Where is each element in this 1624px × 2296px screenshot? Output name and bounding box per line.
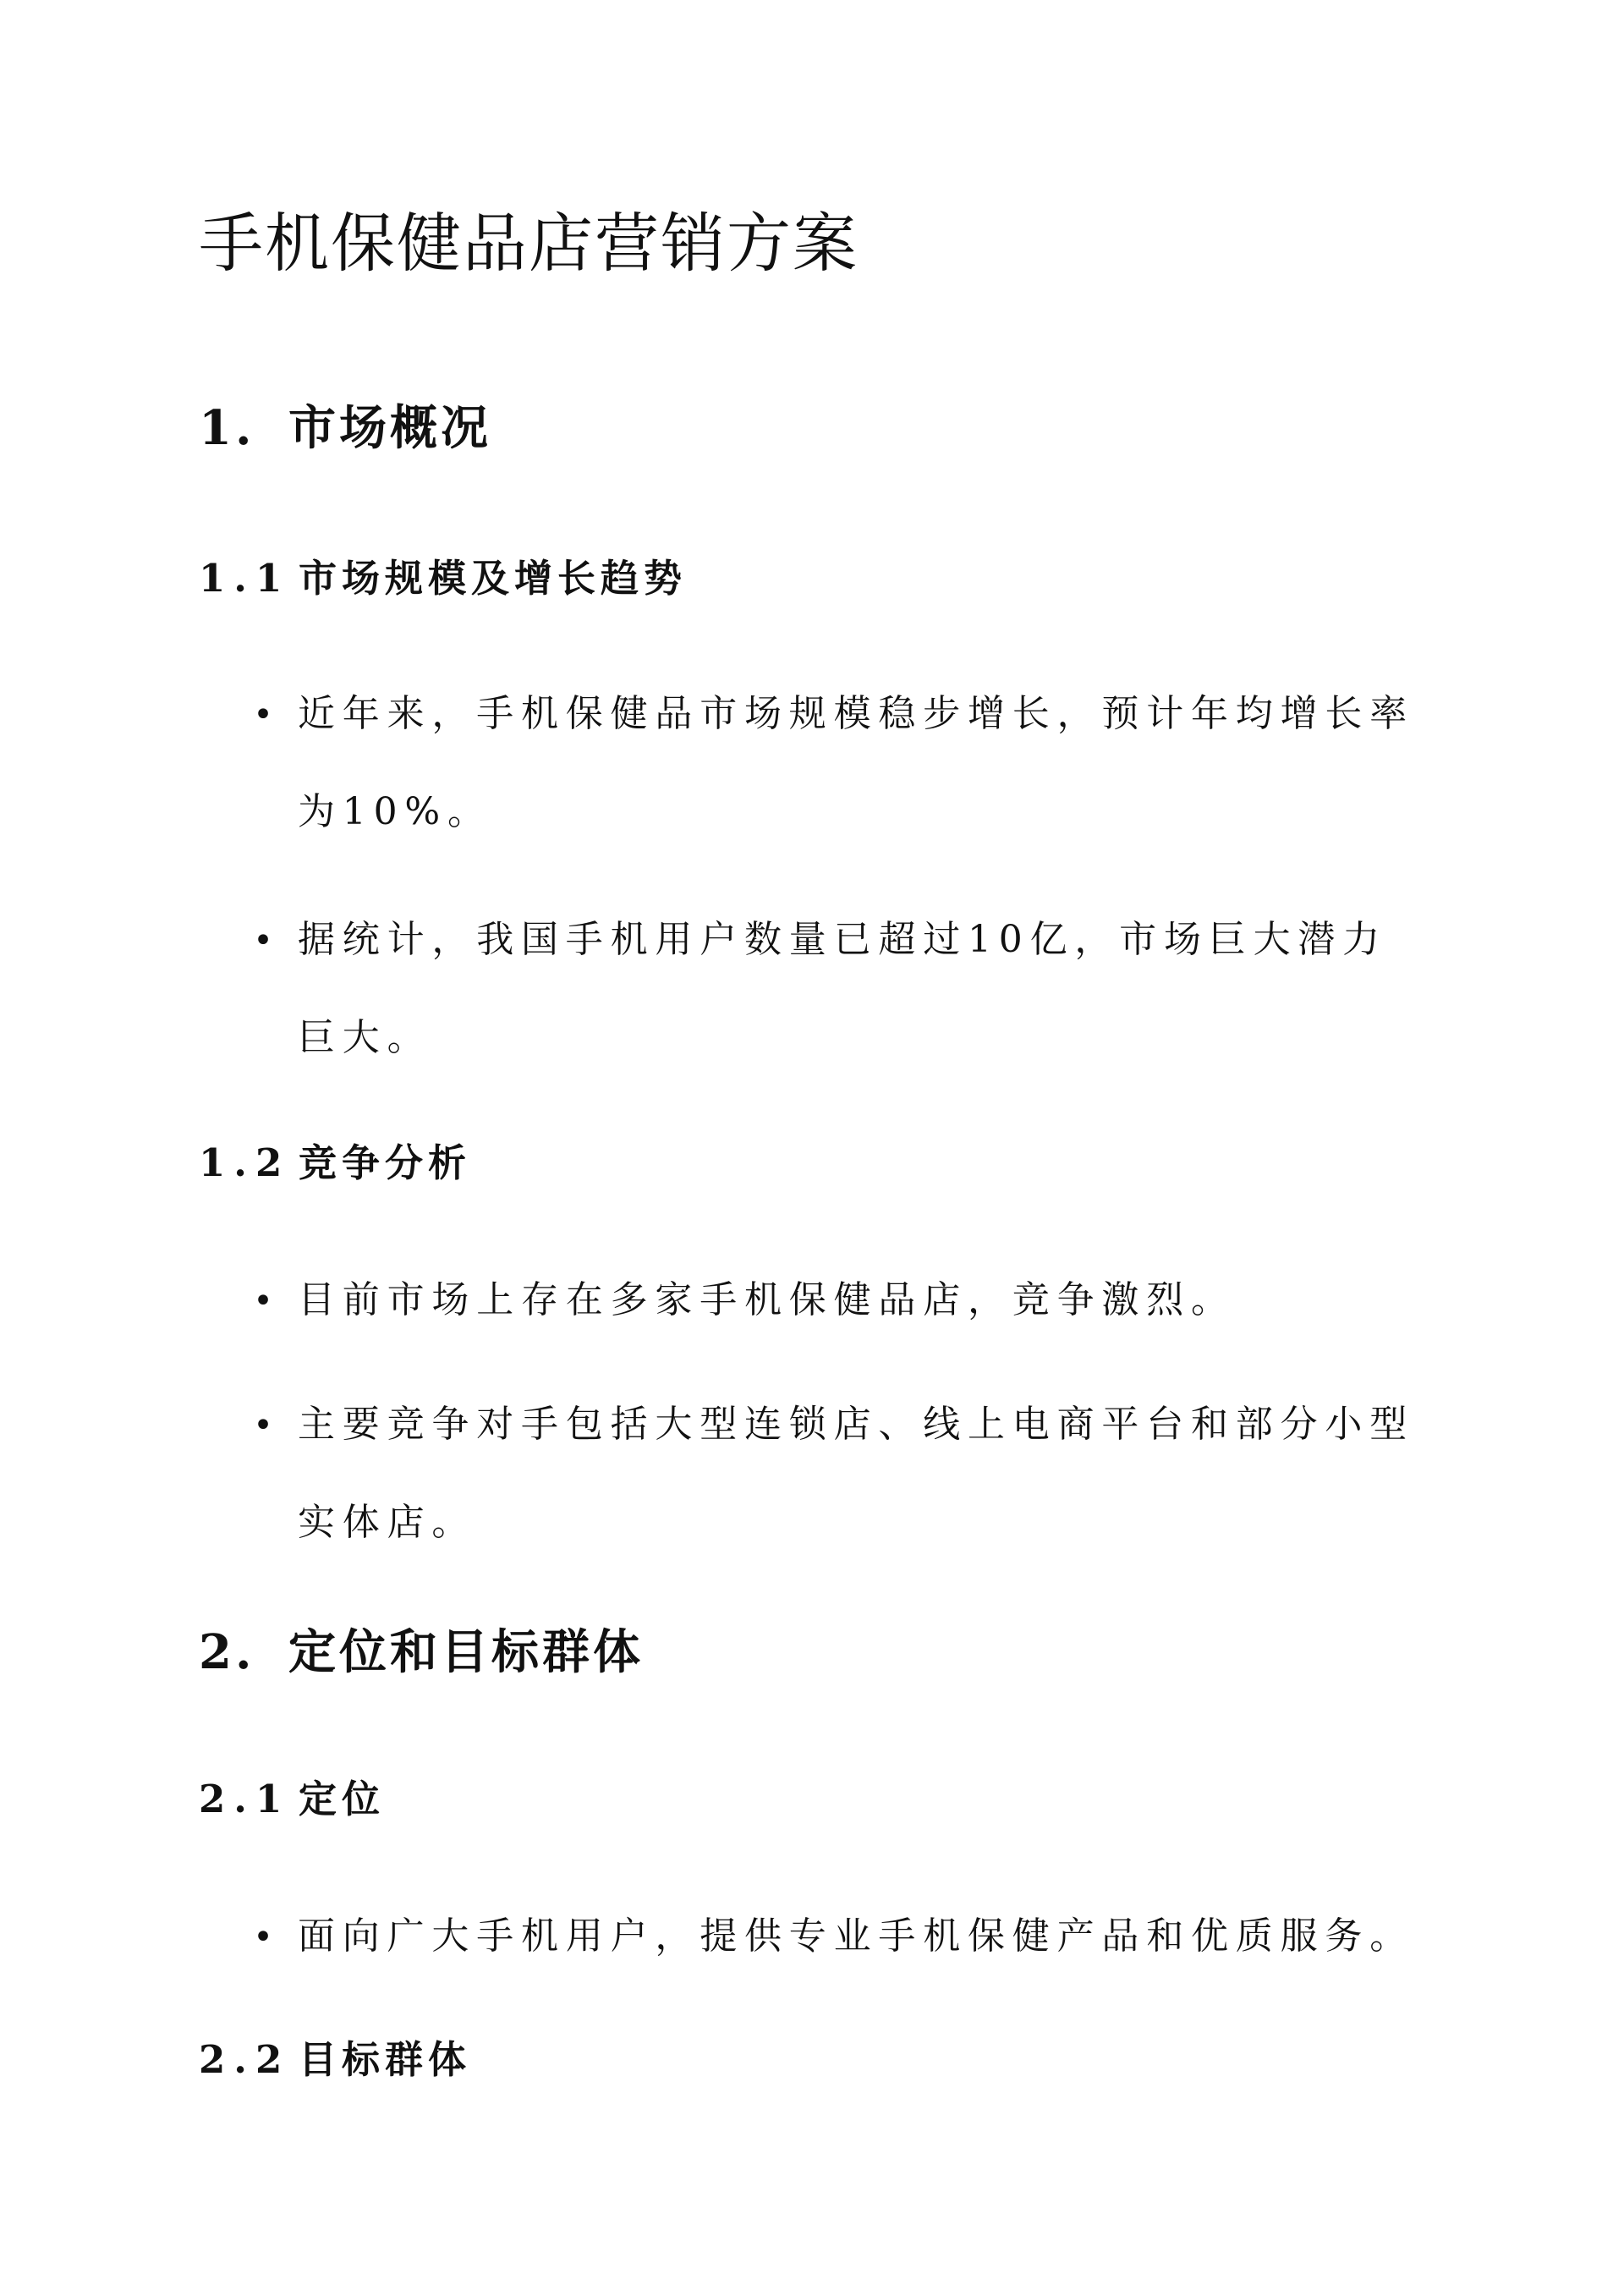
subsection-number: 1.2 [199, 1140, 291, 1185]
bullet-icon: • [253, 1406, 273, 1445]
list-item: 面向广大手机用户，提供专业手机保健产品和优质服务。 [298, 1914, 1414, 1958]
subsection-number: 2.1 [199, 1777, 291, 1821]
section-heading-2 [199, 1620, 644, 1684]
document-title: 手机保健品店营销方案 [199, 206, 859, 281]
list-item: 据统计，我国手机用户数量已超过10亿，市场巨大潜力巨大。 [298, 918, 1387, 1059]
bullet-icon: • [253, 1918, 273, 1957]
subsection-title: 市场规模及增长趋势 [299, 556, 688, 601]
section-heading-1 [199, 396, 491, 460]
section-number: 1. [199, 400, 255, 456]
bullet-icon: • [253, 1282, 273, 1321]
subsection-heading-2-1 [199, 1774, 385, 1825]
section-title: 市场概况 [288, 400, 491, 456]
bullet-icon: • [253, 695, 273, 734]
subsection-heading-1-1 [199, 553, 687, 604]
bullet-icon: • [253, 921, 273, 960]
subsection-title: 竞争分析 [299, 1140, 472, 1185]
section-number: 2. [199, 1624, 255, 1680]
subsection-title: 目标群体 [299, 2037, 472, 2082]
subsection-number: 2.2 [199, 2037, 291, 2082]
list-item: 目前市场上存在多家手机保健品店，竞争激烈。 [298, 1278, 1236, 1321]
section-title: 定位和目标群体 [288, 1624, 644, 1680]
list-item: 近年来，手机保健品市场规模稳步增长，预计年均增长率为10%。 [298, 692, 1414, 833]
subsection-heading-2-2 [199, 2035, 471, 2085]
subsection-heading-1-2 [199, 1138, 471, 1189]
subsection-number: 1.1 [199, 556, 291, 601]
list-item: 主要竞争对手包括大型连锁店、线上电商平台和部分小型实体店。 [298, 1403, 1414, 1544]
subsection-title: 定位 [299, 1777, 386, 1821]
